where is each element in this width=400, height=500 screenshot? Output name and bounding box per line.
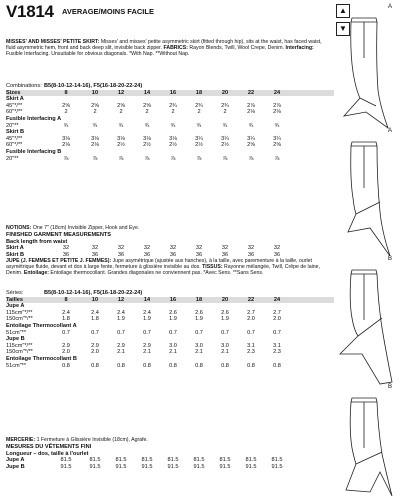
fr-yardage-cell: 2.9 xyxy=(117,342,125,349)
en-finished-cell: 36 xyxy=(169,251,177,258)
en-section-row xyxy=(6,96,334,103)
fr-width-label: 150cm"*/** xyxy=(6,349,33,356)
en-yardage-cell: ⅞ xyxy=(118,155,124,162)
fr-yardage-cell: 0.8 xyxy=(195,362,203,369)
fabrics-label: FABRICS: xyxy=(163,45,188,52)
en-yardage-row xyxy=(6,109,334,116)
fr-finished-cell: 81.5 xyxy=(167,457,179,464)
en-sizes-label: Sizes xyxy=(6,89,21,96)
en-size-12: 12 xyxy=(117,89,125,96)
fr-yardage-cell: 3.0 xyxy=(195,342,203,349)
en-yardage-cell: 2⅞ xyxy=(247,102,255,109)
en-yardage-cell: 2¾ xyxy=(195,102,203,109)
en-size-8: 8 xyxy=(64,89,68,96)
fr-finished-title-row xyxy=(6,444,334,451)
en-yardage-cell: ⅞ xyxy=(274,155,280,162)
fr-yardage-row xyxy=(6,349,334,356)
fr-finished-cell: 81.5 xyxy=(141,457,153,464)
fr-yardage-cell: 0.7 xyxy=(169,329,177,336)
en-yardage-cell: 3⅛ xyxy=(169,135,177,142)
skirt-a-back-drawing xyxy=(348,142,390,256)
en-finished-cell: 36 xyxy=(195,251,203,258)
en-finished-cell: 36 xyxy=(143,251,151,258)
fr-yardage-cell: 0.7 xyxy=(117,329,125,336)
en-yardage-cell: 2⅝ xyxy=(143,102,151,109)
en-yardage-cell: 3⅛ xyxy=(117,135,125,142)
pattern-number: V1814 xyxy=(6,2,54,21)
fr-section-row xyxy=(6,356,334,363)
fr-yardage-cell: 2.1 xyxy=(221,349,229,356)
fr-finished-label: Jupe A xyxy=(6,457,25,464)
en-yardage-cell: ⅞ xyxy=(144,155,150,162)
fr-sizes-row xyxy=(6,297,334,304)
fr-yardage-cell: 2.0 xyxy=(91,349,99,356)
en-section-label: Fusible Interfacing B xyxy=(6,148,62,155)
en-yardage-row xyxy=(6,142,334,149)
fr-size-16: 16 xyxy=(169,296,177,303)
fr-yardage-cell: 1.9 xyxy=(221,316,229,323)
fr-yardage-cell: 2.4 xyxy=(143,309,151,316)
fr-size-22: 22 xyxy=(247,296,255,303)
en-yardage-row xyxy=(6,123,334,130)
en-finished-cell: 32 xyxy=(91,245,99,252)
en-yardage-cell: ⅞ xyxy=(92,155,98,162)
en-finished-cell: 32 xyxy=(143,245,151,252)
en-yardage-cell: 2½ xyxy=(117,142,125,149)
en-finished-label: Skirt A xyxy=(6,245,24,252)
fr-width-label: 51cm"** xyxy=(6,329,27,336)
en-size-16: 16 xyxy=(169,89,177,96)
en-yardage-cell: 2⅛ xyxy=(273,109,281,116)
en-yardage-cell: ¾ xyxy=(170,122,176,129)
en-yardage-cell: ¾ xyxy=(144,122,150,129)
en-yardage-cell: 2 xyxy=(223,109,227,116)
en-yardage-cell: ¾ xyxy=(63,122,69,129)
en-yardage-cell: ⅞ xyxy=(170,155,176,162)
yardage-table-fr xyxy=(6,290,334,369)
en-yardage-cell: 2 xyxy=(171,109,175,116)
fr-yardage-cell: 2.1 xyxy=(117,349,125,356)
en-finished-title-row xyxy=(6,232,334,239)
fr-yardage-cell: 2.6 xyxy=(195,309,203,316)
fr-yardage-cell: 0.7 xyxy=(247,329,255,336)
fr-finished-cell: 81.5 xyxy=(60,457,72,464)
en-yardage-cell: 2⅝ xyxy=(62,102,70,109)
en-yardage-cell: 3¼ xyxy=(273,135,281,142)
entoilage-text: Entoilage thermocollant. Grandes diagonales ne conviennent pas. *Avec Sens. **Sans Sens. xyxy=(50,270,264,277)
fr-yardage-cell: 1.9 xyxy=(143,316,151,323)
en-combinations-label: Combinations: xyxy=(6,83,42,89)
fr-yardage-cell: 2.7 xyxy=(273,309,281,316)
en-yardage-cell: ¾ xyxy=(118,122,124,129)
en-section-row xyxy=(6,116,334,123)
fr-yardage-cell: 2.1 xyxy=(143,349,151,356)
en-yardage-cell: 2 xyxy=(145,109,149,116)
fr-yardage-cell: 0.8 xyxy=(143,362,151,369)
en-finished-subtitle: Back length from waist xyxy=(6,238,68,245)
fr-section-row xyxy=(6,303,334,310)
en-section-label: Skirt A xyxy=(6,96,24,103)
en-combinations-row xyxy=(6,83,334,90)
fr-finished-row xyxy=(6,457,334,464)
en-finished-cell: 32 xyxy=(169,245,177,252)
fr-finished-cell: 81.5 xyxy=(245,457,257,464)
fr-finished-cell: 91.5 xyxy=(60,463,72,470)
skirt-a-front-drawing xyxy=(344,18,388,128)
fr-finished-cell: 81.5 xyxy=(271,457,283,464)
fr-finished-cell: 91.5 xyxy=(141,463,153,470)
en-yardage-cell: 2 xyxy=(197,109,201,116)
en-width-label: 60"*/** xyxy=(6,142,23,149)
en-yardage-cell: 2⅝ xyxy=(117,102,125,109)
en-size-14: 14 xyxy=(143,89,151,96)
en-yardage-cell: 2½ xyxy=(195,142,203,149)
en-size-20: 20 xyxy=(221,89,229,96)
en-section-label: Fusible Interfacing A xyxy=(6,115,62,122)
fr-finished-row xyxy=(6,464,334,471)
en-size-10: 10 xyxy=(91,89,99,96)
en-yardage-row xyxy=(6,156,334,163)
en-yardage-cell: 2⅝ xyxy=(247,142,255,149)
en-yardage-cell: 3¼ xyxy=(221,135,229,142)
fr-width-label: 115cm"*/** xyxy=(6,309,33,316)
fr-size-18: 18 xyxy=(195,296,203,303)
fr-yardage-cell: 3.0 xyxy=(169,342,177,349)
skirt-illustrations xyxy=(336,2,398,498)
en-yardage-cell: 3¼ xyxy=(247,135,255,142)
notions-label: NOTIONS: xyxy=(6,225,32,231)
fr-yardage-cell: 1.9 xyxy=(169,316,177,323)
fr-combinations-label: Séries: xyxy=(6,290,24,296)
fr-size-20: 20 xyxy=(221,296,229,303)
fr-finished-cell: 91.5 xyxy=(89,463,101,470)
finished-measurements-fr xyxy=(6,444,334,470)
fr-yardage-cell: 2.0 xyxy=(247,316,255,323)
fr-yardage-cell: 2.4 xyxy=(62,309,70,316)
fr-finished-cell: 81.5 xyxy=(219,457,231,464)
en-section-label: Skirt B xyxy=(6,129,25,136)
fr-yardage-cell: 0.8 xyxy=(273,362,281,369)
en-finished-cell: 36 xyxy=(91,251,99,258)
en-finished-title: FINISHED GARMENT MEASUREMENTS xyxy=(6,232,112,238)
fr-size-8: 8 xyxy=(64,296,68,303)
tissus-label: TISSUS: xyxy=(202,264,223,271)
fr-section-row xyxy=(6,336,334,343)
en-finished-cell: 32 xyxy=(117,245,125,252)
fr-size-24: 24 xyxy=(273,296,281,303)
fr-yardage-cell: 0.7 xyxy=(195,329,203,336)
fr-section-label: Entoilage Thermocollant B xyxy=(6,355,77,362)
en-width-label: 20"** xyxy=(6,155,19,162)
mercerie-text: 1 Fermeture à Glissière Invisible (18cm), Agrafe. xyxy=(36,437,148,443)
en-yardage-cell: 2¾ xyxy=(221,102,229,109)
en-yardage-cell: ⅞ xyxy=(196,155,202,162)
fr-yardage-cell: 2.3 xyxy=(247,349,255,356)
skirt-figures xyxy=(336,2,398,498)
fr-yardage-cell: 2.0 xyxy=(62,349,70,356)
fr-finished-cell: 91.5 xyxy=(219,463,231,470)
fr-size-10: 10 xyxy=(91,296,99,303)
en-yardage-cell: 3¼ xyxy=(195,135,203,142)
fr-yardage-cell: 0.7 xyxy=(91,329,99,336)
en-yardage-cell: 3⅛ xyxy=(62,135,70,142)
en-combinations-value: B5(8-10-12-14-16), F5(16-18-20-22-24) xyxy=(44,83,143,89)
en-yardage-cell: 2 xyxy=(93,109,97,116)
en-yardage-cell: 2¾ xyxy=(169,102,177,109)
fr-yardage-cell: 2.4 xyxy=(91,309,99,316)
fr-yardage-cell: 2.1 xyxy=(169,349,177,356)
en-yardage-cell: 2 xyxy=(119,109,123,116)
fr-yardage-row xyxy=(6,310,334,317)
fr-yardage-cell: 1.8 xyxy=(62,316,70,323)
fr-combinations-row xyxy=(6,290,334,297)
fr-size-12: 12 xyxy=(117,296,125,303)
fr-yardage-cell: 0.8 xyxy=(221,362,229,369)
figure-label-a2: A xyxy=(388,128,393,134)
tissus-text: Rayonne mélangée, Twill, Crêpe de laine, Denim. xyxy=(6,264,320,277)
en-finished-cell: 32 xyxy=(195,245,203,252)
fr-section-label: Entoilage Thermocollant A xyxy=(6,322,77,329)
fr-finished-cell: 91.5 xyxy=(193,463,205,470)
arrow-up-icon: ▲ xyxy=(336,4,350,18)
mercerie-label: MERCERIE: xyxy=(6,437,36,443)
en-finished-cell: 36 xyxy=(247,251,255,258)
fr-yardage-cell: 2.6 xyxy=(221,309,229,316)
difficulty-label: AVERAGE/MOINS FACILE xyxy=(62,7,154,16)
en-yardage-cell: 2⅛ xyxy=(247,109,255,116)
notions-en xyxy=(6,225,332,231)
en-width-label: 60"*/** xyxy=(6,109,23,116)
fr-yardage-row xyxy=(6,343,334,350)
en-size-24: 24 xyxy=(273,89,281,96)
fr-size-14: 14 xyxy=(143,296,151,303)
interfacing-label: Interfacing: xyxy=(285,45,314,52)
fr-yardage-cell: 0.8 xyxy=(91,362,99,369)
en-yardage-cell: 2½ xyxy=(143,142,151,149)
en-yardage-cell: ⅞ xyxy=(63,155,69,162)
en-yardage-cell: ⅞ xyxy=(248,155,254,162)
figure-label-b1: B xyxy=(388,256,393,262)
en-finished-cell: 36 xyxy=(62,251,70,258)
en-yardage-cell: ¾ xyxy=(248,122,254,129)
en-yardage-cell: ¾ xyxy=(92,122,98,129)
fr-section-row xyxy=(6,323,334,330)
desc-title: MISSES' AND MISSES' PETITE SKIRT: xyxy=(6,39,100,45)
yardage-table-en xyxy=(6,83,334,162)
fr-finished-subtitle-row xyxy=(6,451,334,458)
fr-yardage-cell: 3.1 xyxy=(273,342,281,349)
en-yardage-cell: ¾ xyxy=(196,122,202,129)
en-section-row xyxy=(6,129,334,136)
fr-yardage-cell: 2.4 xyxy=(117,309,125,316)
en-width-label: 20"** xyxy=(6,122,19,129)
fr-finished-cell: 91.5 xyxy=(271,463,283,470)
fr-yardage-cell: 2.6 xyxy=(169,309,177,316)
finished-measurements-en xyxy=(6,232,334,258)
figure-label-b2: B xyxy=(388,384,393,390)
fr-yardage-cell: 2.9 xyxy=(91,342,99,349)
fr-yardage-cell: 2.7 xyxy=(247,309,255,316)
en-yardage-cell: 2½ xyxy=(221,142,229,149)
fr-yardage-cell: 2.1 xyxy=(195,349,203,356)
fr-section-label: Jupe B xyxy=(6,336,25,343)
fr-yardage-cell: 2.9 xyxy=(62,342,70,349)
fr-finished-cell: 81.5 xyxy=(115,457,127,464)
en-size-22: 22 xyxy=(247,89,255,96)
en-yardage-cell: 2⅝ xyxy=(91,102,99,109)
en-yardage-cell: 2½ xyxy=(169,142,177,149)
desc-fr-text: Jupe asymétrique (ajustée aux hanches), à la taille, avec parementure à la taille, ourlet asymétrique fluide, devant et dos à large fente, fermeture à glissière invisible au dos. xyxy=(6,258,312,271)
fr-yardage-cell: 0.8 xyxy=(247,362,255,369)
fr-yardage-cell: 1.9 xyxy=(117,316,125,323)
entoilage-label: Entoilage: xyxy=(23,270,49,277)
en-width-label: 45"*/** xyxy=(6,135,23,142)
en-yardage-row xyxy=(6,103,334,110)
en-yardage-cell: ¾ xyxy=(222,122,228,129)
en-yardage-cell: 2 xyxy=(64,109,68,116)
en-finished-subtitle-row xyxy=(6,239,334,246)
en-finished-cell: 36 xyxy=(273,251,281,258)
fr-yardage-cell: 3.1 xyxy=(247,342,255,349)
en-yardage-cell: 2⅛ xyxy=(91,142,99,149)
fr-finished-title: MESURES DU VÊTEMENTS FINI xyxy=(6,444,92,450)
notions-text: One 7" (18cm) Invisible Zipper, Hook and Eye. xyxy=(32,225,140,231)
en-sizes-row xyxy=(6,90,334,97)
fr-finished-cell: 91.5 xyxy=(115,463,127,470)
en-yardage-cell: ¾ xyxy=(274,122,280,129)
en-yardage-cell: 2⅞ xyxy=(273,102,281,109)
figure-label-a1: A xyxy=(388,4,393,10)
fr-yardage-cell: 0.7 xyxy=(273,329,281,336)
fr-finished-cell: 81.5 xyxy=(89,457,101,464)
desc-text: Misses' and misses' petite asymmetric skirt (fitted through hip), sits at the waist, has faced waist, fluid asymmetric hem, front and back deep slit, invisible back zipper. xyxy=(6,39,322,52)
fr-yardage-cell: 0.8 xyxy=(117,362,125,369)
en-finished-cell: 36 xyxy=(117,251,125,258)
fr-yardage-cell: 0.8 xyxy=(169,362,177,369)
skirt-b-back-drawing xyxy=(346,398,392,496)
fr-yardage-cell: 0.8 xyxy=(62,362,70,369)
fr-width-label: 115cm"*/** xyxy=(6,342,33,349)
mercerie-fr xyxy=(6,437,332,443)
en-finished-cell: 32 xyxy=(273,245,281,252)
fr-yardage-cell: 1.9 xyxy=(195,316,203,323)
fr-yardage-cell: 0.7 xyxy=(221,329,229,336)
description-fr xyxy=(6,258,328,277)
en-size-18: 18 xyxy=(195,89,203,96)
en-width-label: 45"*/** xyxy=(6,102,23,109)
en-finished-cell: 32 xyxy=(221,245,229,252)
fr-yardage-row xyxy=(6,316,334,323)
en-finished-label: Skirt B xyxy=(6,251,25,258)
fr-finished-subtitle: Longueur – dos, taille à l'ourlet xyxy=(6,450,89,457)
fr-sizes-label: Tailles xyxy=(6,296,23,303)
desc-fr-title: JUPE (J. FEMMES ET PETITE J. FEMMES): xyxy=(6,258,112,264)
fr-yardage-row xyxy=(6,330,334,337)
fr-finished-cell: 81.5 xyxy=(193,457,205,464)
fr-section-label: Jupe A xyxy=(6,303,25,310)
description-en xyxy=(6,39,328,58)
fr-yardage-cell: 0.7 xyxy=(143,329,151,336)
skirt-b-front-drawing xyxy=(340,270,392,384)
en-finished-row xyxy=(6,245,334,252)
en-yardage-cell: 3⅛ xyxy=(91,135,99,142)
fr-yardage-cell: 3.0 xyxy=(221,342,229,349)
fr-yardage-cell: 2.9 xyxy=(143,342,151,349)
en-section-row xyxy=(6,149,334,156)
fr-yardage-cell: 0.7 xyxy=(62,329,70,336)
fr-width-label: 51cm"** xyxy=(6,362,27,369)
en-yardage-cell: 2⅝ xyxy=(273,142,281,149)
en-yardage-cell: 3⅛ xyxy=(143,135,151,142)
fr-finished-label: Jupe B xyxy=(6,463,25,470)
fr-yardage-cell: 1.8 xyxy=(91,316,99,323)
fr-yardage-cell: 2.0 xyxy=(273,316,281,323)
fr-yardage-row xyxy=(6,363,334,370)
fabrics-text: Rayon Blends, Twill, Wool Crepe, Denim. xyxy=(189,45,285,52)
en-finished-cell: 32 xyxy=(62,245,70,252)
interfacing-text: Fusible Interfacing. Unsuitable for obvious diagonals. *With Nap. **Without Nap. xyxy=(6,51,190,58)
en-yardage-cell: 2⅛ xyxy=(62,142,70,149)
en-finished-cell: 36 xyxy=(221,251,229,258)
fr-combinations-value: B5(8-10-12-14-16), F5(16-18-20-22-24) xyxy=(44,290,143,296)
fr-finished-cell: 91.5 xyxy=(167,463,179,470)
fr-yardage-cell: 2.3 xyxy=(273,349,281,356)
en-finished-cell: 32 xyxy=(247,245,255,252)
fr-finished-cell: 91.5 xyxy=(245,463,257,470)
en-yardage-cell: ⅞ xyxy=(222,155,228,162)
arrow-down-icon: ▼ xyxy=(336,22,350,36)
fr-width-label: 150cm"*/** xyxy=(6,316,33,323)
